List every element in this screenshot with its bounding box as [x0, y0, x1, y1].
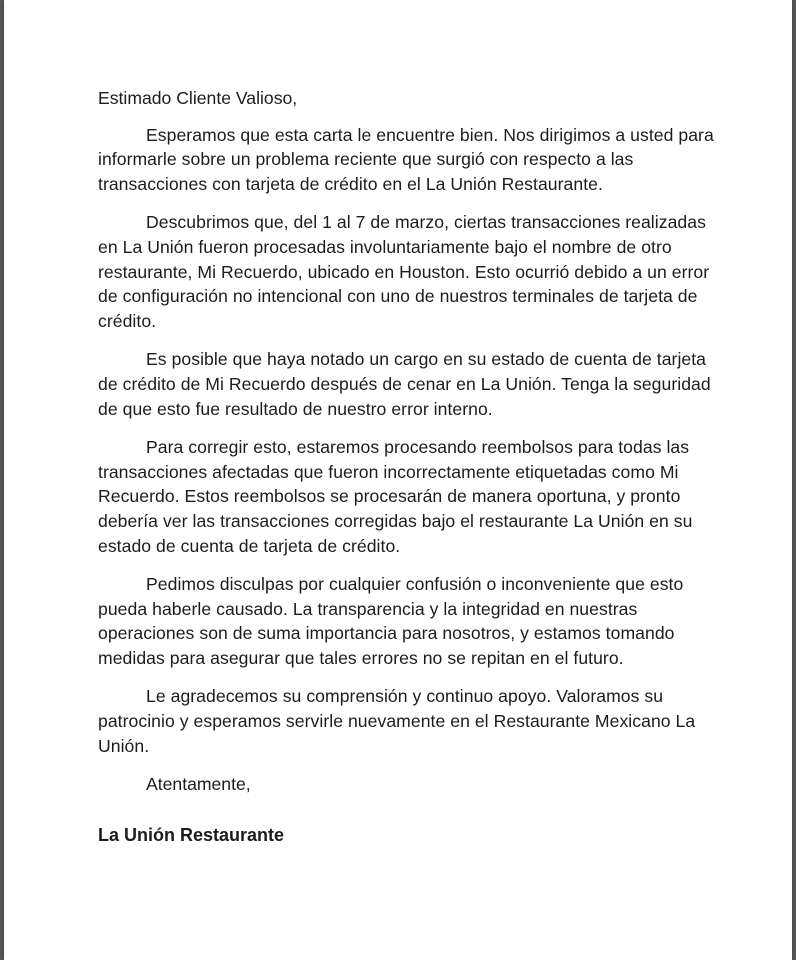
closing: Atentamente,	[146, 774, 251, 795]
paragraph-discovery: Descubrimos que, del 1 al 7 de marzo, ciertas transacciones realizadas en La Unión fueron procesadas involuntariamente bajo el nombre de otro restaurante, Mi Recuerdo, ubicado en Houston. Esto ocurrió debido a un error de configuración no intencional con uno de nuestros terminales de tarjeta de crédito.	[98, 212, 710, 331]
paragraph-intro: Esperamos que esta carta le encuentre bien. Nos dirigimos a usted para informarle sobre un problema reciente que surgió con respecto a las transacciones con tarjeta de crédito en el La Unión Restaurante.	[98, 124, 714, 194]
letter-body	[98, 86, 718, 847]
signature: La Unión Restaurante	[98, 824, 285, 845]
salutation: Estimado Cliente Valioso,	[98, 88, 298, 108]
letter-page	[4, 0, 792, 960]
paragraph-apology: Pedimos disculpas por cualquier confusión o inconveniente que esto pueda haberle causado. La transparencia y la integridad en nuestras operaciones son de suma importancia para nosotros, y estamos tomando medidas para asegurar que tales errores no se repitan en el futuro.	[98, 574, 684, 668]
paragraph-refunds: Para corregir esto, estaremos procesando reembolsos para todas las transacciones afectadas que fueron incorrectamente etiquetadas como Mi Recuerdo. Estos reembolsos se procesarán de manera oportuna, y pronto debería ver las transacciones corregidas bajo el restaurante La Unión en su estado de cuenta de tarjeta de crédito.	[98, 437, 693, 556]
paragraph-charge-notice: Es posible que haya notado un cargo en su estado de cuenta de tarjeta de crédito de Mi Recuerdo después de cenar en La Unión. Tenga la seguridad de que esto fue resultado de nuestro error interno.	[98, 349, 711, 419]
paragraph-thanks: Le agradecemos su comprensión y continuo apoyo. Valoramos su patrocinio y esperamos servirle nuevamente en el Restaurante Mexicano La Unión.	[98, 686, 696, 756]
